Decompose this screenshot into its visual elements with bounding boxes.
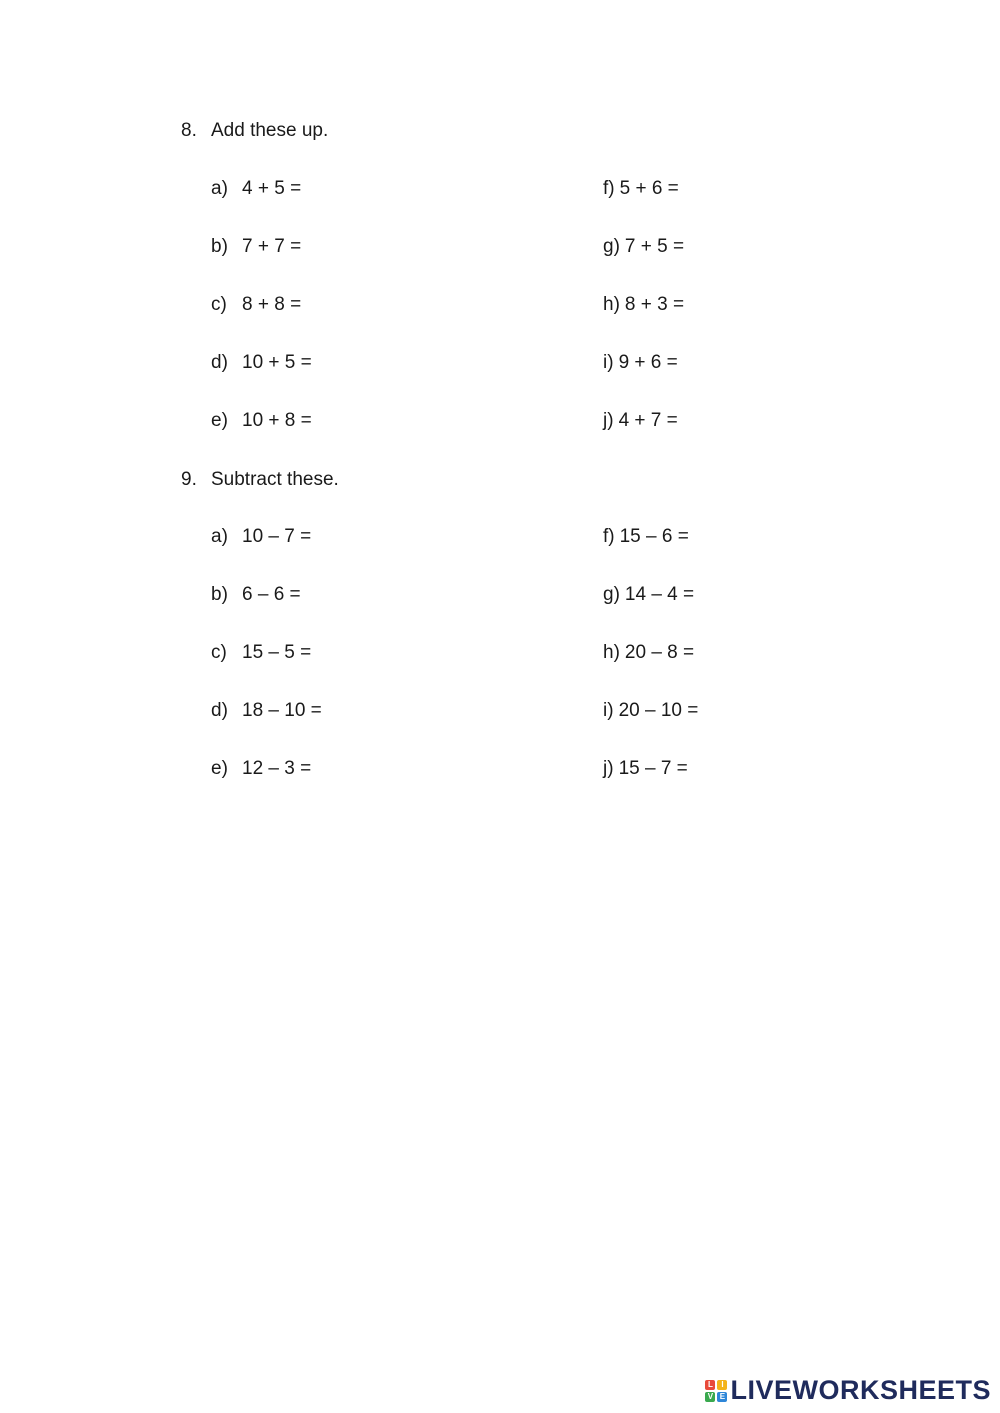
item-label: g) (603, 584, 620, 605)
question-number: 8. (181, 120, 197, 141)
item-label: j) (603, 410, 614, 431)
item-text: 8 + 3 = (624, 294, 685, 315)
item-label: g) (603, 236, 620, 257)
list-item (603, 700, 698, 722)
item-label: d) (211, 700, 228, 721)
list-item (211, 352, 312, 374)
item-label: d) (211, 352, 228, 373)
list-item (603, 236, 684, 258)
list-item (603, 758, 688, 780)
item-text: 4 + 7 = (618, 410, 678, 431)
list-item (211, 178, 301, 200)
question-title: Subtract these. (211, 469, 339, 490)
item-text: 5 + 6 = (619, 178, 679, 199)
liveworksheets-branding (705, 1375, 991, 1406)
list-item (603, 584, 694, 606)
logo-tile: I (717, 1380, 727, 1390)
question-title: Add these up. (211, 120, 329, 141)
liveworksheets-logo-icon (705, 1380, 727, 1402)
item-label: f) (603, 178, 615, 199)
item-label: a) (211, 178, 228, 199)
item-label: c) (211, 642, 227, 663)
list-item (211, 700, 322, 722)
list-item (211, 294, 301, 316)
item-label: b) (211, 236, 228, 257)
list-item (211, 236, 301, 258)
list-item (603, 352, 678, 374)
list-item (211, 526, 311, 548)
list-item (211, 584, 301, 606)
item-text: 12 – 3 = (242, 758, 312, 779)
item-text: 15 – 6 = (619, 526, 689, 547)
list-item (603, 642, 694, 664)
item-label: i) (603, 700, 614, 721)
logo-tile: E (717, 1392, 727, 1402)
item-label: a) (211, 526, 228, 547)
list-item (211, 410, 312, 432)
brand-name: LIVEWORKSHEETS (730, 1375, 991, 1405)
list-item (603, 410, 678, 432)
question-8-heading (181, 120, 328, 142)
item-label: f) (603, 526, 615, 547)
item-text: 10 + 8 = (242, 410, 312, 431)
item-label: b) (211, 584, 228, 605)
item-text: 7 + 5 = (624, 236, 685, 257)
list-item (603, 178, 679, 200)
item-text: 14 – 4 = (624, 584, 695, 605)
item-label: i) (603, 352, 614, 373)
item-label: j) (603, 758, 614, 779)
item-label: e) (211, 410, 228, 431)
item-label: h) (603, 294, 620, 315)
item-label: e) (211, 758, 228, 779)
list-item (603, 526, 689, 548)
item-label: h) (603, 642, 620, 663)
item-text: 18 – 10 = (242, 700, 322, 721)
list-item (211, 758, 311, 780)
item-text: 20 – 8 = (624, 642, 695, 663)
item-text: 9 + 6 = (618, 352, 678, 373)
item-text: 10 + 5 = (242, 352, 312, 373)
logo-tile: V (705, 1392, 715, 1402)
item-text: 4 + 5 = (242, 178, 302, 199)
question-9-heading (181, 469, 339, 491)
item-text: 7 + 7 = (242, 236, 302, 257)
logo-tile: L (705, 1380, 715, 1390)
item-text: 8 + 8 = (242, 294, 302, 315)
item-text: 6 – 6 = (242, 584, 301, 605)
question-number: 9. (181, 469, 197, 490)
item-text: 15 – 5 = (242, 642, 312, 663)
item-text: 20 – 10 = (618, 700, 699, 721)
item-text: 15 – 7 = (618, 758, 688, 779)
list-item (211, 642, 311, 664)
item-text: 10 – 7 = (242, 526, 312, 547)
list-item (603, 294, 684, 316)
item-label: c) (211, 294, 227, 315)
